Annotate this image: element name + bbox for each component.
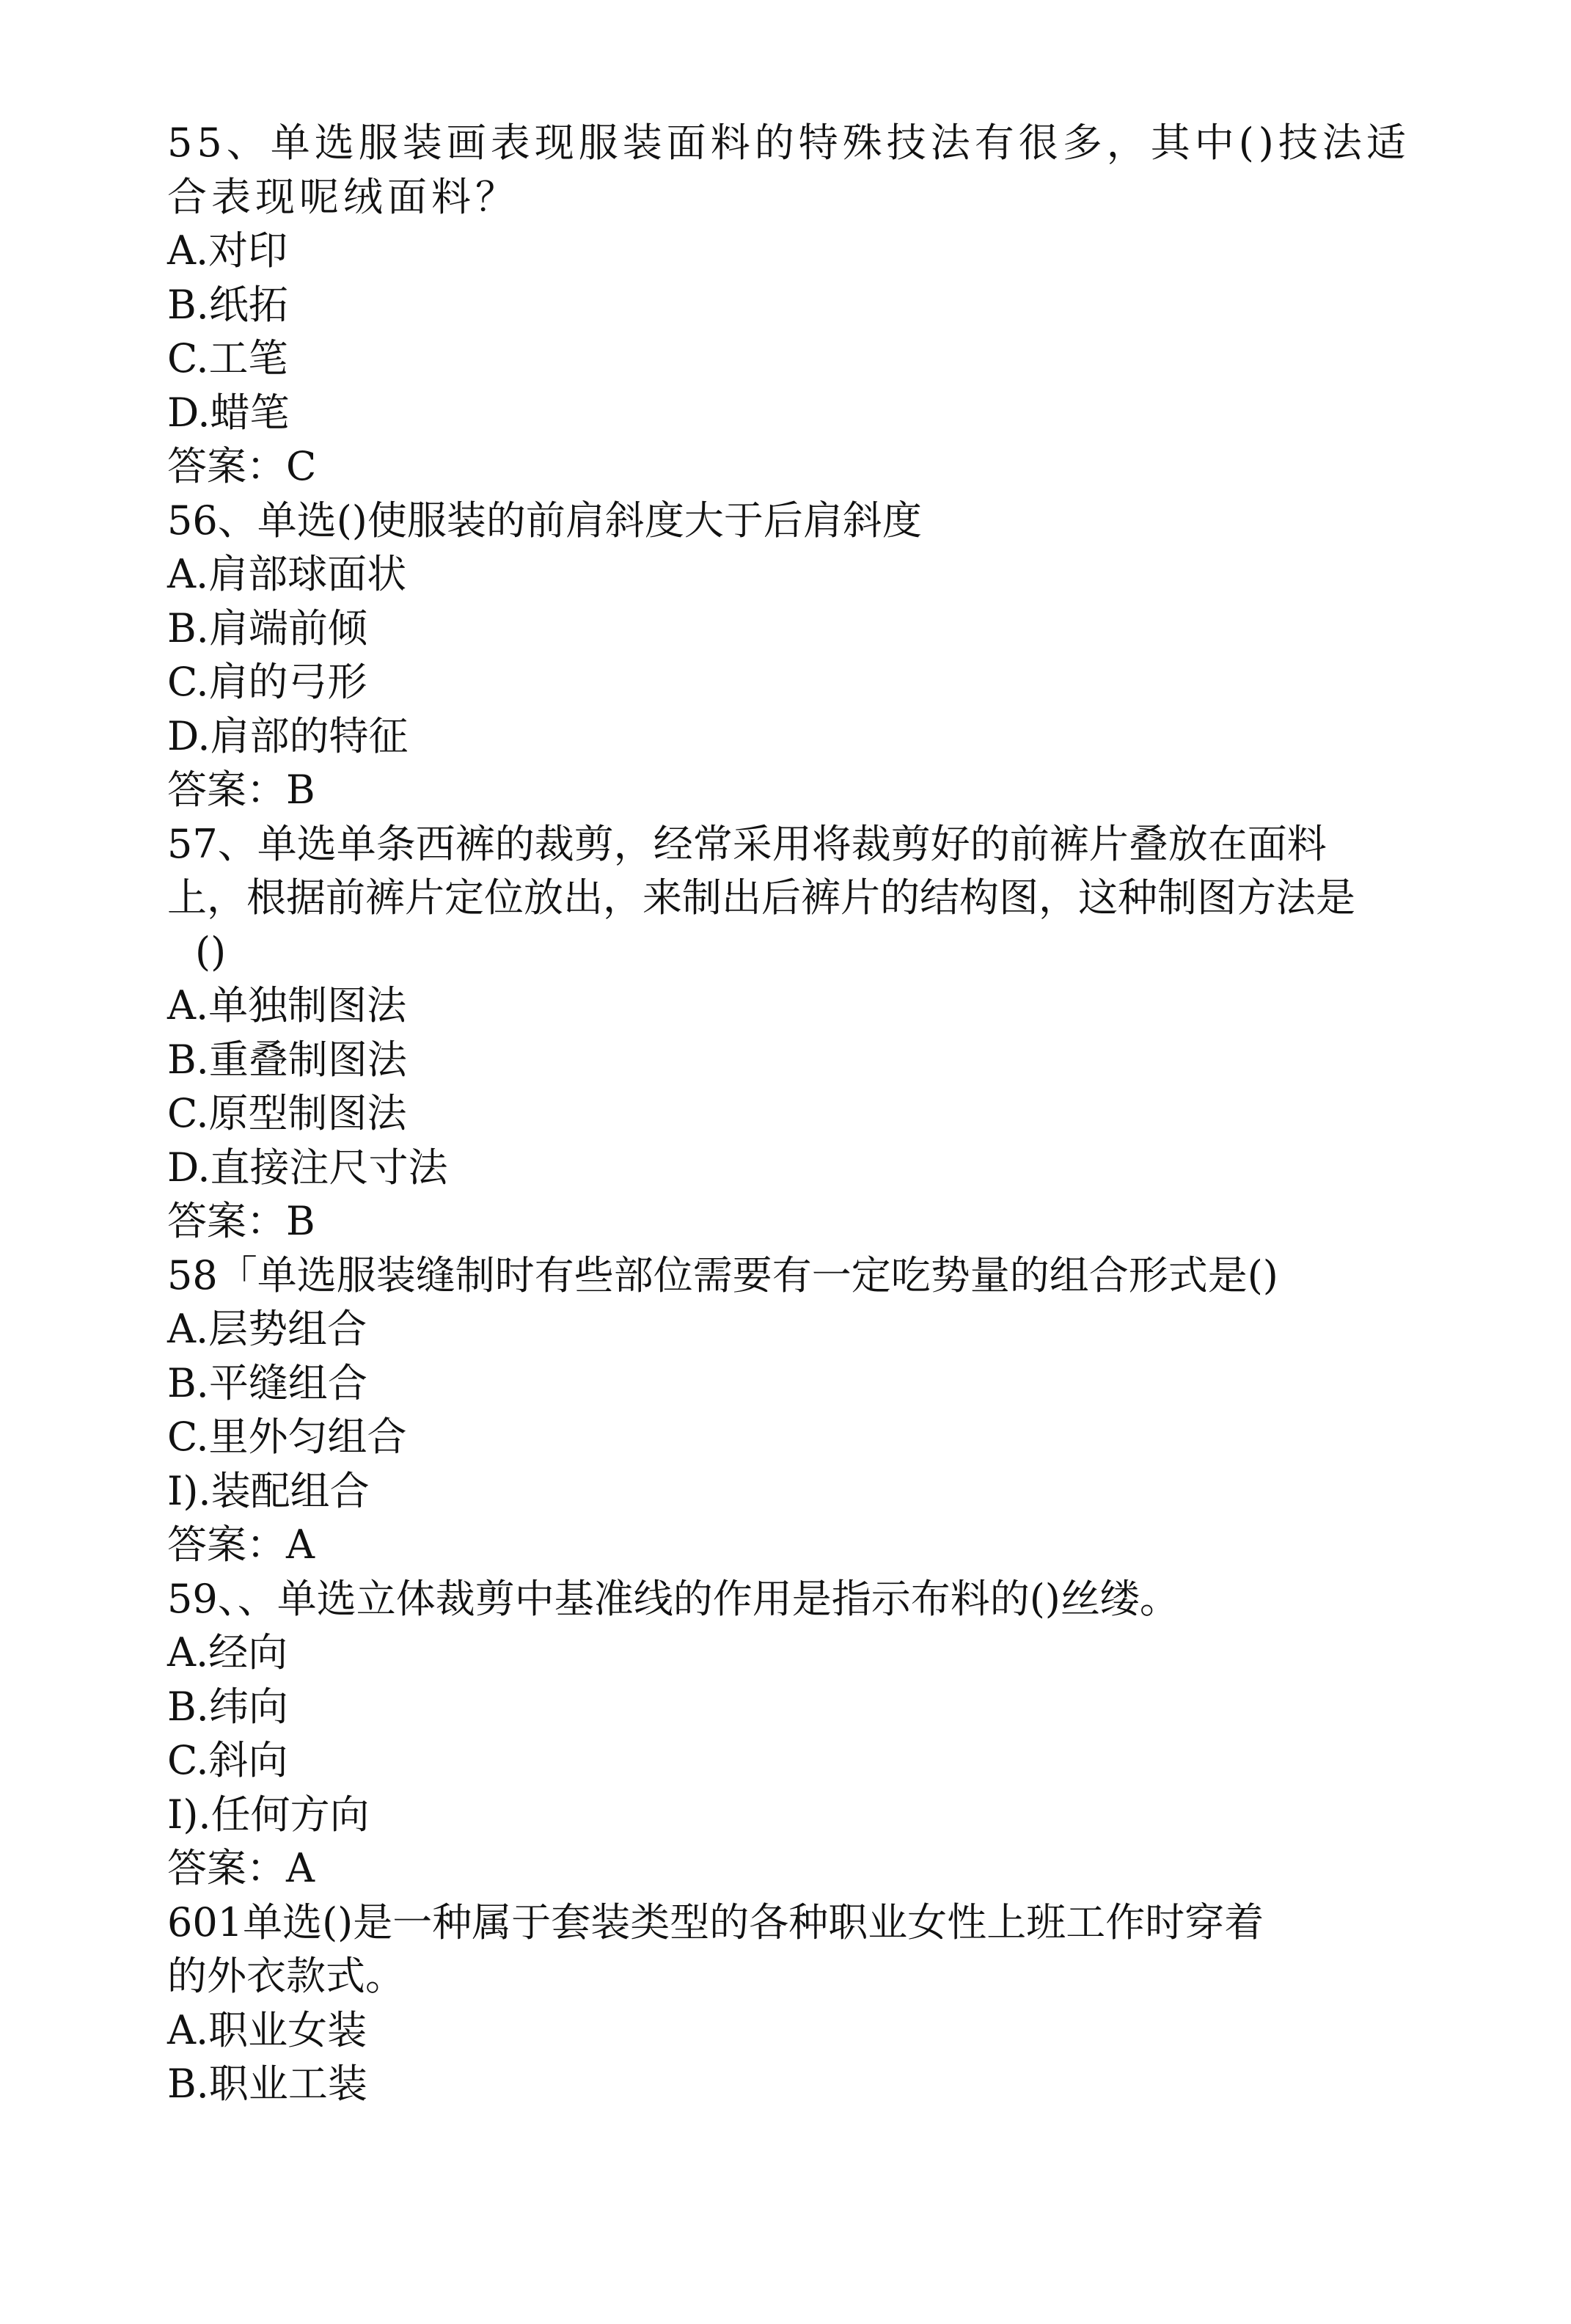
option-d: D.蜡笔 (167, 389, 290, 436)
question-stem-line: () (195, 928, 227, 975)
option-a: A.层势组合 (167, 1306, 367, 1352)
question-stem-line: 601单选()是一种属于套装类型的各种职业女性上班工作时穿着 (167, 1899, 1264, 1945)
answer-line: 答案：B (167, 1198, 315, 1244)
question-stem-line: 55、单选服装画表现服装面料的特殊技法有很多，其中()技法适 (167, 120, 1410, 166)
option-c: C.原型制图法 (167, 1090, 407, 1136)
option-b: B.平缝组合 (167, 1359, 367, 1406)
question-stem-line: 58「单选服装缝制时有些部位需要有一定吃势量的组合形式是() (167, 1251, 1278, 1298)
question-56 (167, 494, 1458, 817)
option-a: A.单独制图法 (167, 982, 407, 1028)
option-a: A.对印 (167, 227, 288, 274)
option-b: B.纬向 (167, 1683, 288, 1730)
exam-page (167, 116, 1458, 2111)
question-60 (167, 1896, 1458, 2111)
option-d: I).装配组合 (167, 1467, 370, 1514)
option-b: B.重叠制图法 (167, 1036, 407, 1083)
question-stem-line: 上，根据前裤片定位放出，来制出后裤片的结构图，这种制图方法是 (167, 874, 1355, 921)
option-d: I).任何方向 (167, 1791, 370, 1838)
option-b: B.职业工装 (167, 2061, 367, 2107)
answer-line: 答案：C (167, 443, 317, 489)
option-c: C.里外匀组合 (167, 1414, 407, 1460)
question-stem-line: 57、单选单条西裤的裁剪，经常采用将裁剪好的前裤片叠放在面料 (167, 820, 1327, 867)
option-a: A.职业女装 (167, 2006, 367, 2053)
option-a: A.肩部球面状 (167, 551, 407, 597)
question-stem-line: 56、单选()使服装的前肩斜度大于后肩斜度 (167, 497, 922, 544)
option-c: C.工笔 (167, 335, 288, 381)
question-59 (167, 1572, 1458, 1896)
option-b: B.肩端前倾 (167, 604, 367, 651)
question-57 (167, 817, 1458, 1249)
question-58 (167, 1249, 1458, 1572)
option-a: A.经向 (167, 1629, 288, 1676)
answer-line: 答案：B (167, 767, 315, 813)
answer-line: 答案：A (167, 1845, 315, 1891)
question-stem-line: 合表现呢绒面料？ (167, 173, 519, 220)
option-d: D.直接注尺寸法 (167, 1144, 448, 1191)
question-stem-line: 的外衣款式。 (167, 1953, 405, 1999)
option-c: C.斜向 (167, 1737, 288, 1783)
question-stem-line: 59、、单选立体裁剪中基准线的作用是指示布料的()丝缕。 (167, 1575, 1179, 1622)
answer-line: 答案：A (167, 1521, 315, 1568)
option-c: C.肩的弓形 (167, 659, 367, 705)
question-55 (167, 116, 1458, 494)
option-b: B.纸拓 (167, 281, 288, 328)
option-d: D.肩部的特征 (167, 712, 409, 759)
